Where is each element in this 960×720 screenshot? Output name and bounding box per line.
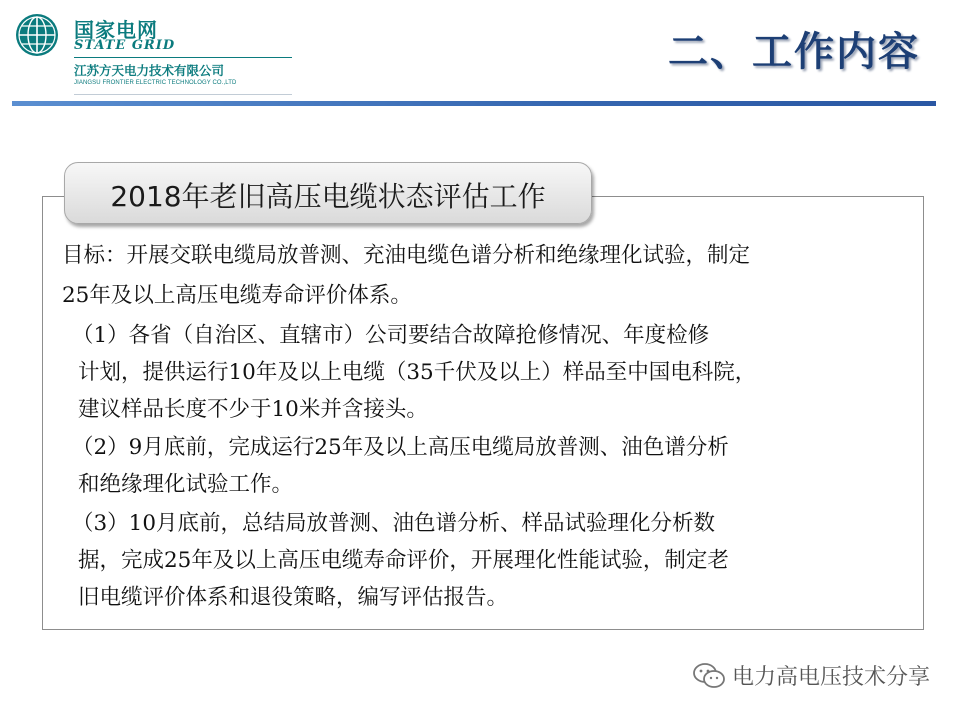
body-line: 旧电缆评价体系和退役策略，编写评估报告。 — [78, 585, 509, 610]
section-tab — [64, 162, 592, 224]
header-divider-secondary — [74, 94, 292, 95]
body-line: （3）10月底前，总结局放普测、油色谱分析、样品试验理化分析数 — [72, 511, 716, 536]
body-line: 25年及以上高压电缆寿命评价体系。 — [62, 283, 412, 308]
body-line: 据，完成25年及以上高压电缆寿命评价，开展理化性能试验，制定老 — [78, 548, 729, 573]
company-name-en: JIANGSU FRONTIER ELECTRIC TECHNOLOGY CO.,LTD — [74, 80, 237, 86]
brand-name-en: STATE GRID — [74, 38, 176, 53]
body-line: 计划，提供运行10年及以上电缆（35千伏及以上）样品至中国电科院， — [78, 360, 757, 385]
body-line: （1）各省（自治区、直辖市）公司要结合故障抢修情况、年度检修 — [72, 323, 710, 348]
body-line: 和绝缘理化试验工作。 — [78, 472, 294, 497]
header-divider — [74, 57, 292, 58]
watermark — [692, 660, 930, 691]
slide-title: 二、工作内容 — [668, 29, 920, 75]
company-name-cn: 江苏方天电力技术有限公司 — [74, 63, 225, 78]
slide-header — [0, 0, 960, 110]
watermark-text: 电力高电压技术分享 — [731, 665, 930, 690]
wechat-icon — [692, 661, 726, 691]
title-rule-bar — [12, 101, 936, 106]
body-line: 建议样品长度不少于10米并含接头。 — [78, 397, 428, 422]
section-title: 2018年老旧高压电缆状态评估工作 — [110, 180, 546, 213]
body-line: 目标：开展交联电缆局放普测、充油电缆色谱分析和绝缘理化试验，制定 — [62, 243, 751, 268]
body-line: （2）9月底前，完成运行25年及以上高压电缆局放普测、油色谱分析 — [72, 435, 729, 460]
brand-name-cn: 国家电网 — [74, 18, 158, 42]
state-grid-logo-icon — [14, 12, 60, 58]
